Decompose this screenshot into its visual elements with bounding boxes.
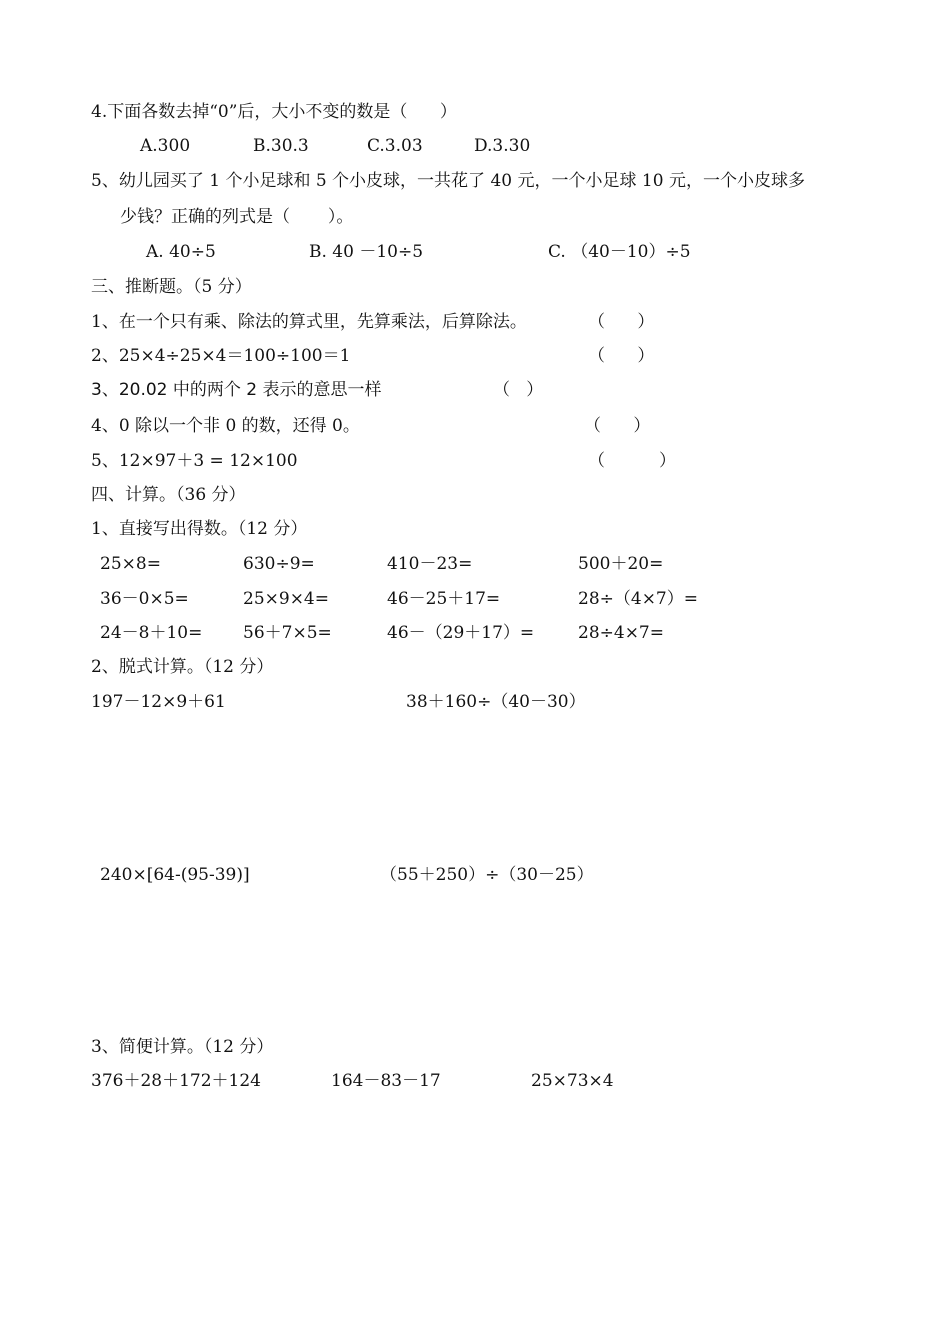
question-4-option-c: C.3.03 xyxy=(367,136,423,156)
direct-problem: 25×8= xyxy=(100,554,161,574)
judge-item-2: 2、25×4÷25×4＝100÷100＝1 xyxy=(91,346,351,366)
simple-problem-2: 164－83－17 xyxy=(331,1071,441,1091)
question-5-option-c: C. （40－10）÷5 xyxy=(548,242,691,262)
direct-problem: 24－8＋10= xyxy=(100,623,203,643)
direct-problem: 500＋20= xyxy=(578,554,664,574)
subsection-direct-heading: 1、直接写出得数。（12 分） xyxy=(91,519,308,539)
step-problem-2: 38＋160÷（40－30） xyxy=(406,692,586,712)
step-problem-4: （55＋250）÷（30－25） xyxy=(380,865,594,885)
judge-answer-4[interactable]: （ ） xyxy=(584,416,651,436)
direct-problem: 28÷4×7= xyxy=(578,623,664,643)
question-4-option-d: D.3.30 xyxy=(474,136,531,156)
step-problem-3: 240×[64-(95-39)] xyxy=(100,865,250,885)
judge-answer-1[interactable]: （ ） xyxy=(588,312,655,332)
question-5-text-line1: 5、幼儿园买了 1 个小足球和 5 个小皮球，一共花了 40 元，一个小足球 10 元，一个小皮球多 xyxy=(91,171,805,191)
judge-answer-3[interactable]: （ ） xyxy=(493,380,544,400)
direct-problem: 46－（29＋17）= xyxy=(387,623,535,643)
question-4-text: 4.下面各数去掉“0”后，大小不变的数是（ ） xyxy=(91,102,457,122)
judge-item-5: 5、12×97＋3 = 12×100 xyxy=(91,451,298,471)
judge-item-3: 3、20.02 中的两个 2 表示的意思一样 xyxy=(91,380,382,400)
direct-problem: 630÷9= xyxy=(243,554,315,574)
direct-problem: 46－25＋17= xyxy=(387,589,501,609)
direct-problem: 25×9×4= xyxy=(243,589,329,609)
question-5-text-line2: 少钱？正确的列式是（ ）。 xyxy=(120,207,354,227)
question-5-option-a: A. 40÷5 xyxy=(146,242,216,262)
judge-answer-5[interactable]: （ ） xyxy=(588,451,677,471)
subsection-simple-heading: 3、简便计算。（12 分） xyxy=(91,1037,274,1057)
simple-problem-3: 25×73×4 xyxy=(531,1071,614,1091)
direct-problem: 28÷（4×7）= xyxy=(578,589,698,609)
step-problem-1: 197－12×9＋61 xyxy=(91,692,226,712)
question-4-option-a: A.300 xyxy=(140,136,191,156)
judge-item-4: 4、0 除以一个非 0 的数，还得 0。 xyxy=(91,416,360,436)
direct-problem: 56＋7×5= xyxy=(243,623,332,643)
direct-problem: 36－0×5= xyxy=(100,589,189,609)
judge-item-1: 1、在一个只有乘、除法的算式里，先算乘法，后算除法。 xyxy=(91,312,527,332)
judge-answer-2[interactable]: （ ） xyxy=(588,346,655,366)
section-3-heading: 三、推断题。（5 分） xyxy=(91,277,252,297)
section-4-heading: 四、计算。（36 分） xyxy=(91,485,246,505)
question-4-option-b: B.30.3 xyxy=(253,136,309,156)
subsection-step-heading: 2、脱式计算。（12 分） xyxy=(91,657,274,677)
question-5-option-b: B. 40 －10÷5 xyxy=(309,242,424,262)
simple-problem-1: 376＋28＋172＋124 xyxy=(91,1071,261,1091)
direct-problem: 410－23= xyxy=(387,554,473,574)
